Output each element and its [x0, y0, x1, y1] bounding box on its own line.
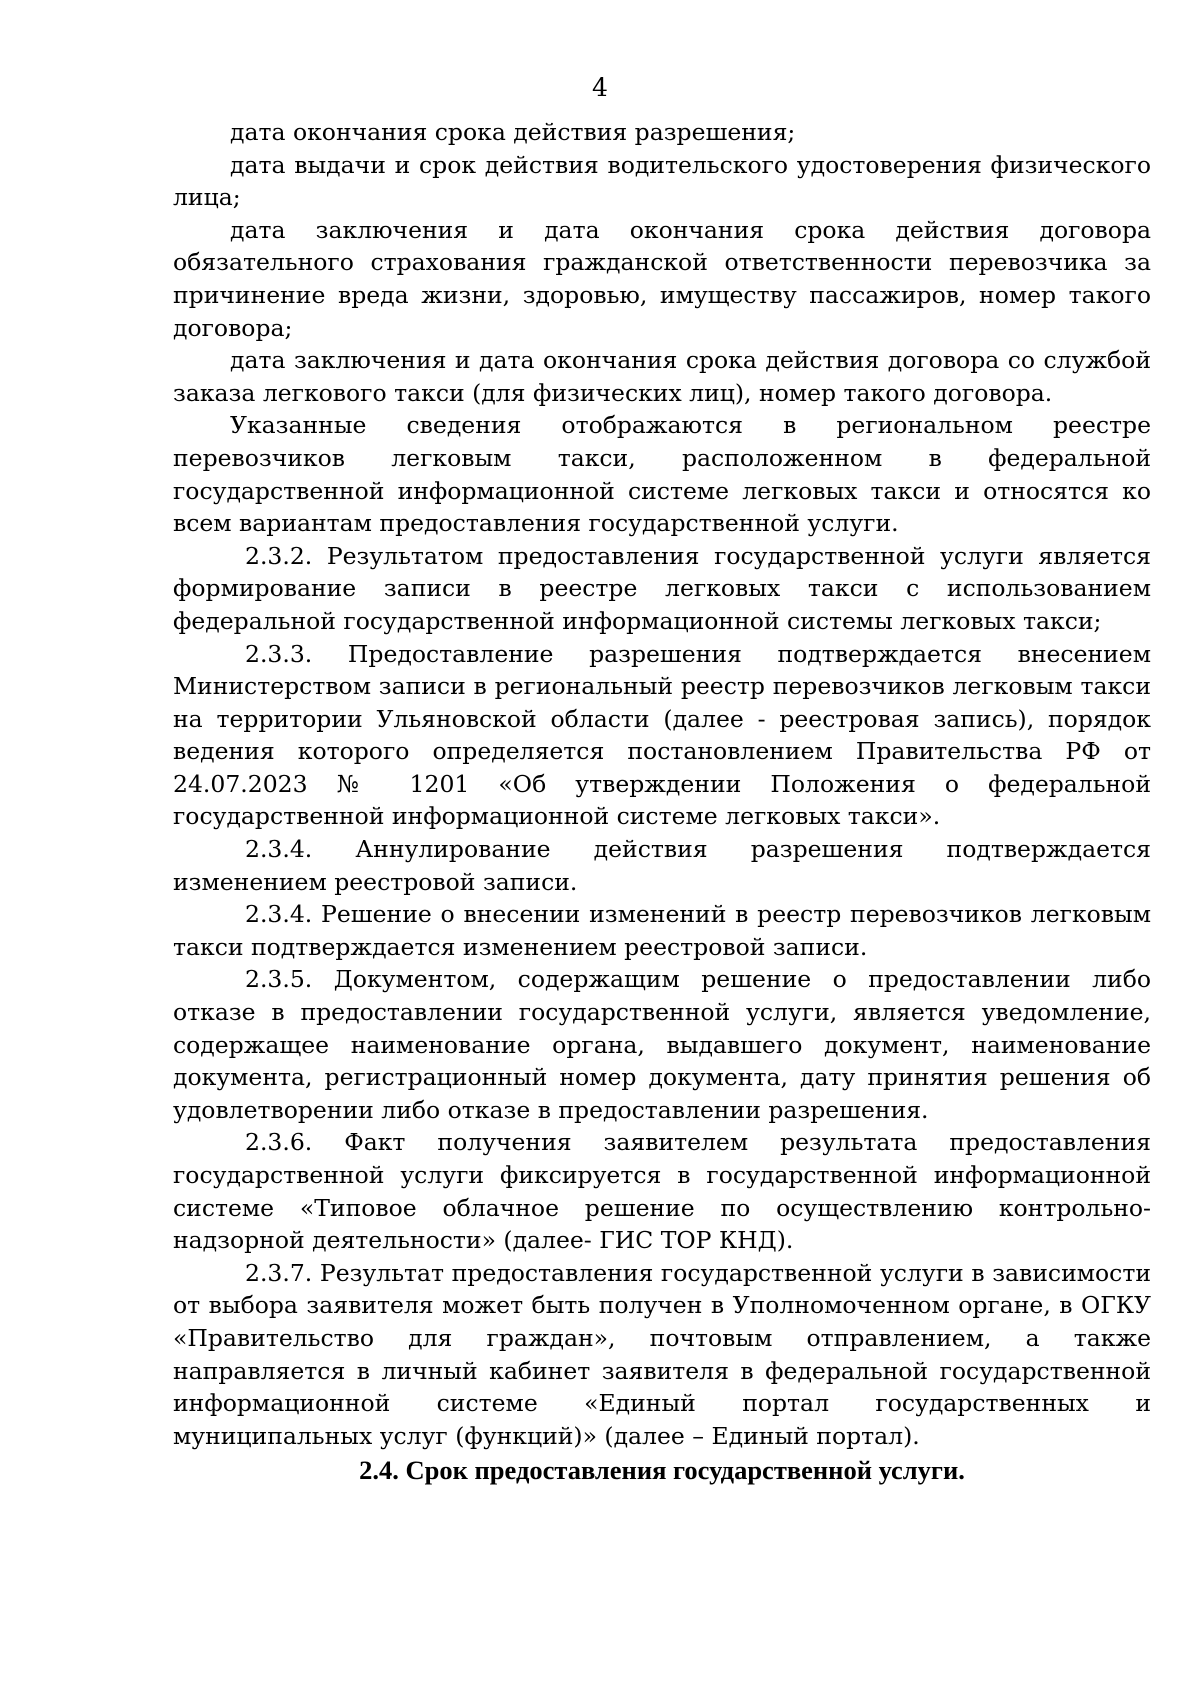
paragraph-2-3-6: 2.3.6. Факт получения заявителем результата предоставления государственной услуги фиксируется в государственной информационной системе «Типовое облачное решение по осуществлению контрольно-надзорной деятельности» (далее- ГИС ТОР КНД).	[173, 1128, 1151, 1255]
page-number: 4	[592, 73, 608, 102]
paragraph-insurance-contract: дата заключения и дата окончания срока действия договора обязательного страхования гражданской ответственности перевозчика за причинение вреда жизни, здоровью, имуществу пассажиров, номер такого договора;	[173, 215, 1151, 342]
paragraph-2-3-4-changes: 2.3.4. Решение о внесении изменений в реестр перевозчиков легковым такси подтверждается изменением реестровой записи.	[173, 900, 1151, 961]
paragraph-register-info: Указанные сведения отображаются в региональном реестре перевозчиков легковым такси, расположенном в федеральной государственной информационной системе легковых такси и относятся ко всем вариантам предоставления государственной услуги.	[173, 411, 1151, 538]
paragraph-2-3-4-annulment: 2.3.4. Аннулирование действия разрешения подтверждается изменением реестровой записи.	[173, 835, 1151, 896]
paragraph-ordering-service-contract: дата заключения и дата окончания срока действия договора со службой заказа легкового такси (для физических лиц), номер такого договора.	[173, 346, 1151, 407]
paragraph-2-3-5: 2.3.5. Документом, содержащим решение о предоставлении либо отказе в предоставлении государственной услуги, является уведомление, содержащее наименование органа, выдавшего документ, наименование документа, регистрационный номер документа, дату принятия решения об удовлетворении либо отказе в предоставлении разрешения.	[173, 965, 1151, 1124]
section-heading: 2.4. Срок предоставления государственной услуги.	[359, 1455, 965, 1485]
paragraph-2-3-3: 2.3.3. Предоставление разрешения подтверждается внесением Министерством записи в региональный реестр перевозчиков легковым такси на территории Ульяновской области (далее - реестровая запись), порядок ведения которого определяется постановлением Правительства РФ от 24.07.2023 № 1201 «Об утверждении Положения о федеральной государственной информационной системе легковых такси».	[173, 639, 1151, 831]
paragraph-2-3-7: 2.3.7. Результат предоставления государственной услуги в зависимости от выбора заявителя может быть получен в Уполномоченном органе, в ОГКУ «Правительство для граждан», почтовым отправлением, а также направляется в личный кабинет заявителя в федеральной государственной информационной системе «Единый портал государственных и муниципальных услуг (функций)» (далее – Единый портал).	[173, 1258, 1151, 1450]
body-text	[173, 116, 1151, 1452]
paragraph-2-3-2: 2.3.2. Результатом предоставления государственной услуги является формирование записи в реестре легковых такси с использованием федеральной государственной информационной системы легковых такси;	[173, 541, 1151, 635]
paragraph-license-date: дата выдачи и срок действия водительского удостоверения физического лица;	[173, 150, 1151, 212]
paragraph-permit-end-date: дата окончания срока действия разрешения;	[230, 118, 796, 146]
